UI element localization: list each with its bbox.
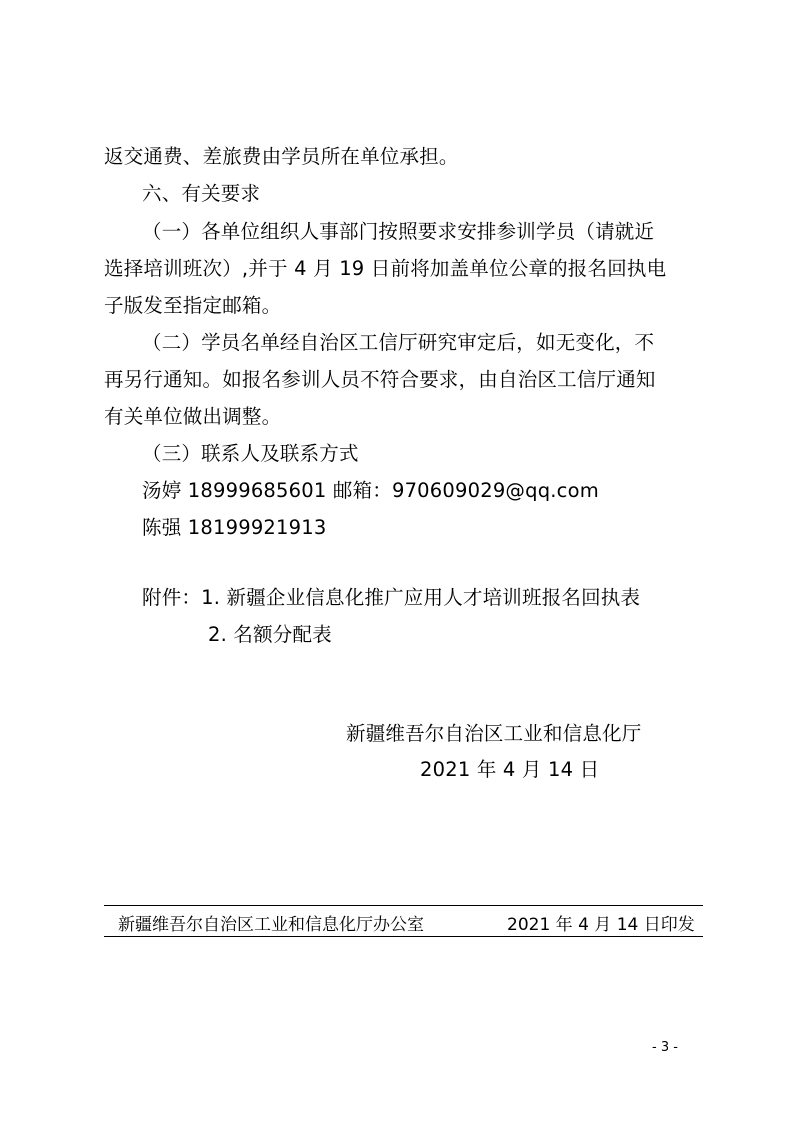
body-line-1: 返交通费、差旅费由学员所在单位承担。: [104, 145, 459, 168]
body-line-7: 再另行通知。如报名参训人员不符合要求，由自治区工信厅通知: [104, 368, 656, 391]
attachment-line-2: 2. 名额分配表: [208, 623, 332, 646]
footer-print-date: 2021 年 4 月 14 日印发: [507, 915, 695, 935]
page-number: - 3 -: [652, 1040, 678, 1055]
body-line-3: （一）各单位组织人事部门按照要求安排参训学员（请就近: [142, 220, 655, 243]
contact-heading: （三）联系人及联系方式: [142, 442, 359, 465]
footer-top-rule: [104, 905, 703, 906]
footer-bottom-rule: [104, 936, 703, 937]
contact-line-2: 陈强 18199921913: [142, 516, 327, 539]
body-line-6: （二）学员名单经自治区工信厅研究审定后，如无变化，不: [142, 331, 655, 354]
contact-line-1: 汤婷 18999685601 邮箱：970609029@qq.com: [142, 479, 599, 502]
footer-office: 新疆维吾尔自治区工业和信息化厅办公室: [118, 915, 424, 935]
body-line-5: 子版发至指定邮箱。: [104, 294, 282, 317]
body-line-8: 有关单位做出调整。: [104, 405, 282, 428]
signature-org: 新疆维吾尔自治区工业和信息化厅: [346, 722, 642, 745]
section-heading-requirements: 六、有关要求: [142, 182, 261, 205]
body-line-4: 选择培训班次）,并于 4 月 19 日前将加盖单位公章的报名回执电: [104, 257, 667, 280]
signature-date: 2021 年 4 月 14 日: [420, 758, 600, 781]
attachment-line-1: 附件：1. 新疆企业信息化推广应用人才培训班报名回执表: [142, 586, 641, 609]
